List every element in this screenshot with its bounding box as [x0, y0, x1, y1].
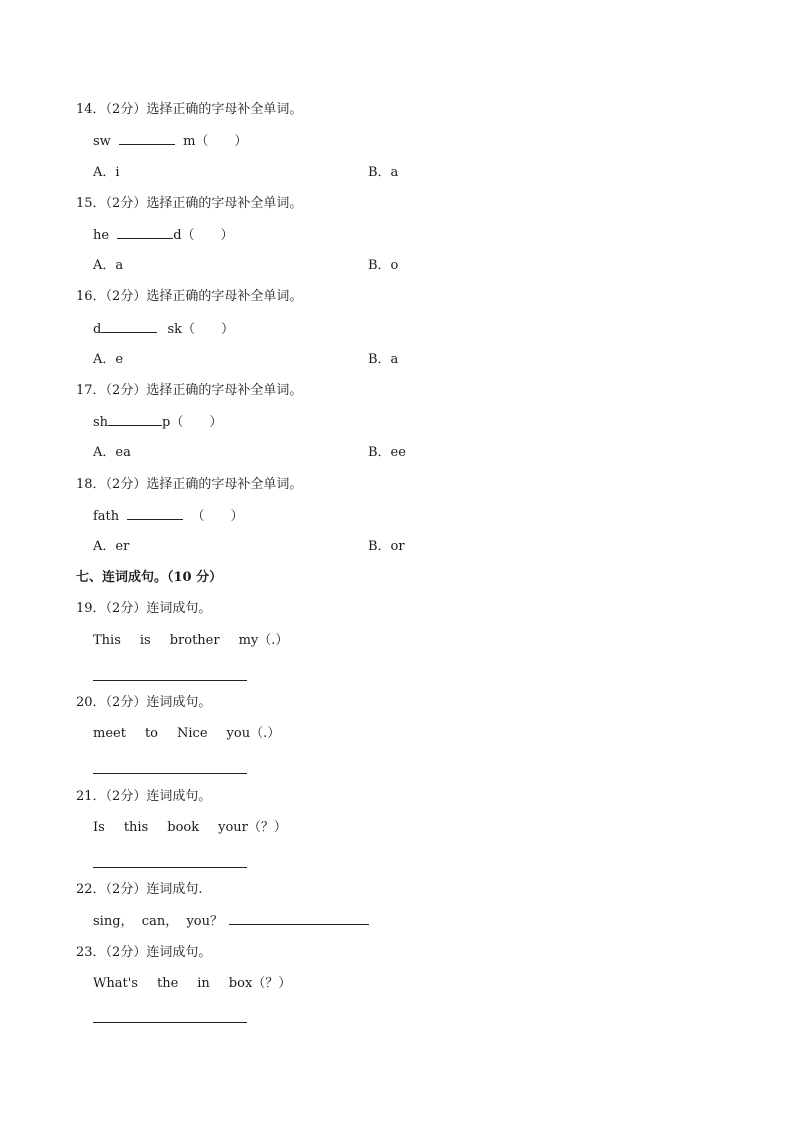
word-prefix: sh — [93, 415, 109, 430]
question-19-words — [93, 632, 288, 650]
fill-blank[interactable] — [127, 507, 183, 520]
word-list: sing， can， you？ — [93, 914, 224, 929]
word: the — [156, 976, 179, 991]
option-a[interactable]: A．e — [93, 352, 124, 367]
answer-line[interactable] — [93, 662, 247, 681]
question-21-words — [93, 819, 287, 837]
question-17-stem: 17．（2分）选择正确的字母补全单词。 — [76, 383, 303, 398]
option-b[interactable]: B．or — [368, 539, 405, 554]
fill-blank[interactable] — [108, 413, 162, 426]
word: your（？） — [218, 820, 287, 835]
word: this — [123, 820, 149, 835]
fill-blank[interactable] — [119, 132, 175, 145]
word-suffix: p（ ） — [162, 415, 223, 430]
option-b[interactable]: B．o — [368, 258, 399, 273]
answer-line[interactable] — [93, 849, 247, 868]
word: is — [139, 633, 151, 648]
question-22-words — [93, 912, 369, 931]
word: you（.） — [226, 726, 281, 741]
word: in — [197, 976, 210, 991]
question-15-stem: 15．（2分）选择正确的字母补全单词。 — [76, 196, 303, 211]
word: Is — [93, 820, 105, 835]
fill-blank[interactable] — [101, 320, 157, 333]
word-prefix: fath — [93, 509, 120, 524]
word-suffix: （ ） — [191, 509, 244, 524]
question-23-stem: 23．（2分）连词成句。 — [76, 945, 212, 960]
section-title: 七、连词成句。（10 分） — [76, 570, 223, 585]
word: box（？） — [228, 976, 292, 991]
option-b[interactable]: B．a — [368, 352, 399, 367]
option-a[interactable]: A．ea — [93, 445, 131, 460]
question-16-word — [93, 320, 234, 339]
question-18-word — [93, 507, 243, 526]
question-19-stem: 19．（2分）连词成句。 — [76, 601, 212, 616]
question-20-stem: 20．（2分）连词成句。 — [76, 695, 212, 710]
answer-line[interactable] — [93, 1004, 247, 1023]
question-14-stem: 14．（2分）选择正确的字母补全单词。 — [76, 102, 303, 117]
fill-blank[interactable] — [117, 226, 173, 239]
question-18-stem: 18．（2分）选择正确的字母补全单词。 — [76, 477, 303, 492]
option-a[interactable]: A．i — [93, 165, 120, 180]
option-a[interactable]: A．a — [93, 258, 124, 273]
answer-line[interactable] — [93, 755, 247, 774]
option-a[interactable]: A．er — [93, 539, 130, 554]
question-20-words — [93, 725, 280, 743]
option-b[interactable]: B．ee — [368, 445, 406, 460]
word: Nice — [177, 726, 208, 741]
question-23-words — [93, 975, 291, 993]
word: brother — [169, 633, 220, 648]
option-b[interactable]: B．a — [368, 165, 399, 180]
answer-line[interactable] — [229, 912, 369, 925]
question-21-stem: 21．（2分）连词成句。 — [76, 789, 212, 804]
word-suffix: m（ ） — [183, 134, 248, 149]
word-prefix: he — [93, 228, 110, 243]
word: my（.） — [238, 633, 289, 648]
word-prefix: sw — [93, 134, 111, 149]
word: to — [144, 726, 159, 741]
word: meet — [93, 726, 126, 741]
question-22-stem: 22．（2分）连词成句. — [76, 882, 203, 897]
word: book — [167, 820, 200, 835]
word-prefix: d — [93, 322, 102, 337]
question-14-word — [93, 132, 247, 151]
question-15-word — [93, 226, 234, 245]
question-17-word — [93, 413, 222, 432]
word-suffix: d（ ） — [173, 228, 234, 243]
word: What's — [93, 976, 138, 991]
question-16-stem: 16．（2分）选择正确的字母补全单词。 — [76, 289, 303, 304]
word-suffix: sk（ ） — [167, 322, 235, 337]
word: This — [93, 633, 121, 648]
